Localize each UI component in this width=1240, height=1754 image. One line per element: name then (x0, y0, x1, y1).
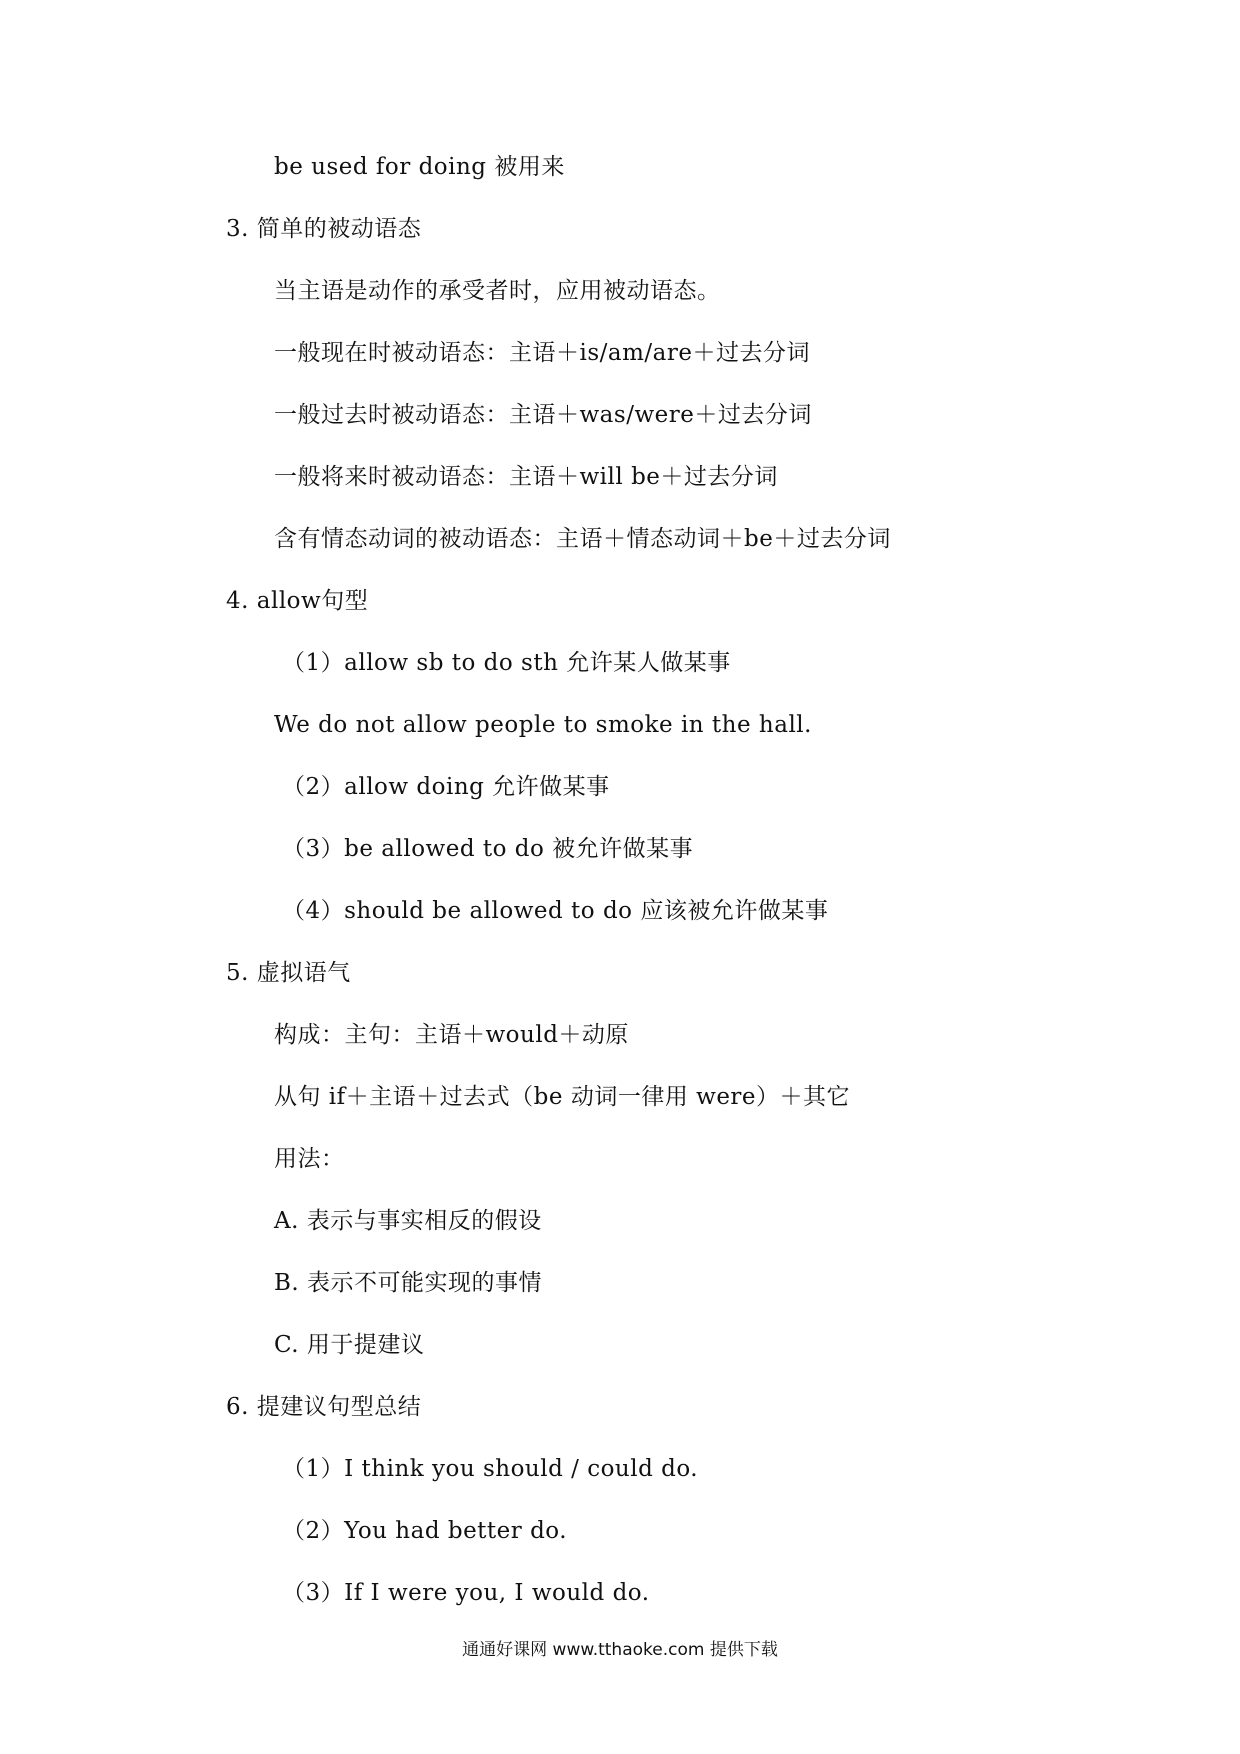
text-line-present-passive: 一般现在时被动语态：主语＋is/am/are＋过去分词 (274, 340, 810, 366)
text-line-usage-c: C. 用于提建议 (274, 1332, 425, 1358)
section-heading-6-suggestions: 6. 提建议句型总结 (226, 1394, 422, 1420)
section-heading-3-passive-voice: 3. 简单的被动语态 (226, 216, 422, 242)
text-line-suggestion-2: （2）You had better do. (282, 1518, 568, 1544)
text-line-allow-3: （3）be allowed to do 被允许做某事 (282, 836, 694, 862)
text-line-passive-definition: 当主语是动作的承受者时，应用被动语态。 (274, 278, 721, 304)
text-line-structure-main: 构成：主句：主语＋would＋动原 (274, 1022, 629, 1048)
section-heading-4-allow: 4. allow句型 (226, 588, 369, 614)
text-line-future-passive: 一般将来时被动语态：主语＋will be＋过去分词 (274, 464, 778, 490)
page-footer: 通通好课网 www.tthaoke.com 提供下载 (462, 1640, 778, 1660)
text-line-allow-example: We do not allow people to smoke in the hall. (274, 712, 812, 738)
text-line-usage-b: B. 表示不可能实现的事情 (274, 1270, 543, 1296)
text-line-allow-4: （4）should be allowed to do 应该被允许做某事 (282, 898, 829, 924)
text-line-modal-passive: 含有情态动词的被动语态：主语＋情态动词＋be＋过去分词 (274, 526, 891, 552)
text-line-allow-2: （2）allow doing 允许做某事 (282, 774, 610, 800)
text-line-past-passive: 一般过去时被动语态：主语＋was/were＋过去分词 (274, 402, 812, 428)
text-line-usage-label: 用法： (274, 1146, 345, 1172)
text-line-usage-a: A. 表示与事实相反的假设 (274, 1208, 542, 1234)
text-line-suggestion-3: （3）If I were you, I would do. (282, 1580, 650, 1606)
section-heading-5-subjunctive: 5. 虚拟语气 (226, 960, 351, 986)
text-line-be-used-for: be used for doing 被用来 (274, 154, 565, 180)
text-line-structure-clause: 从句 if＋主语＋过去式（be 动词一律用 were）＋其它 (274, 1084, 851, 1110)
text-line-allow-1: （1）allow sb to do sth 允许某人做某事 (282, 650, 731, 676)
text-line-suggestion-1: （1）I think you should / could do. (282, 1456, 699, 1482)
